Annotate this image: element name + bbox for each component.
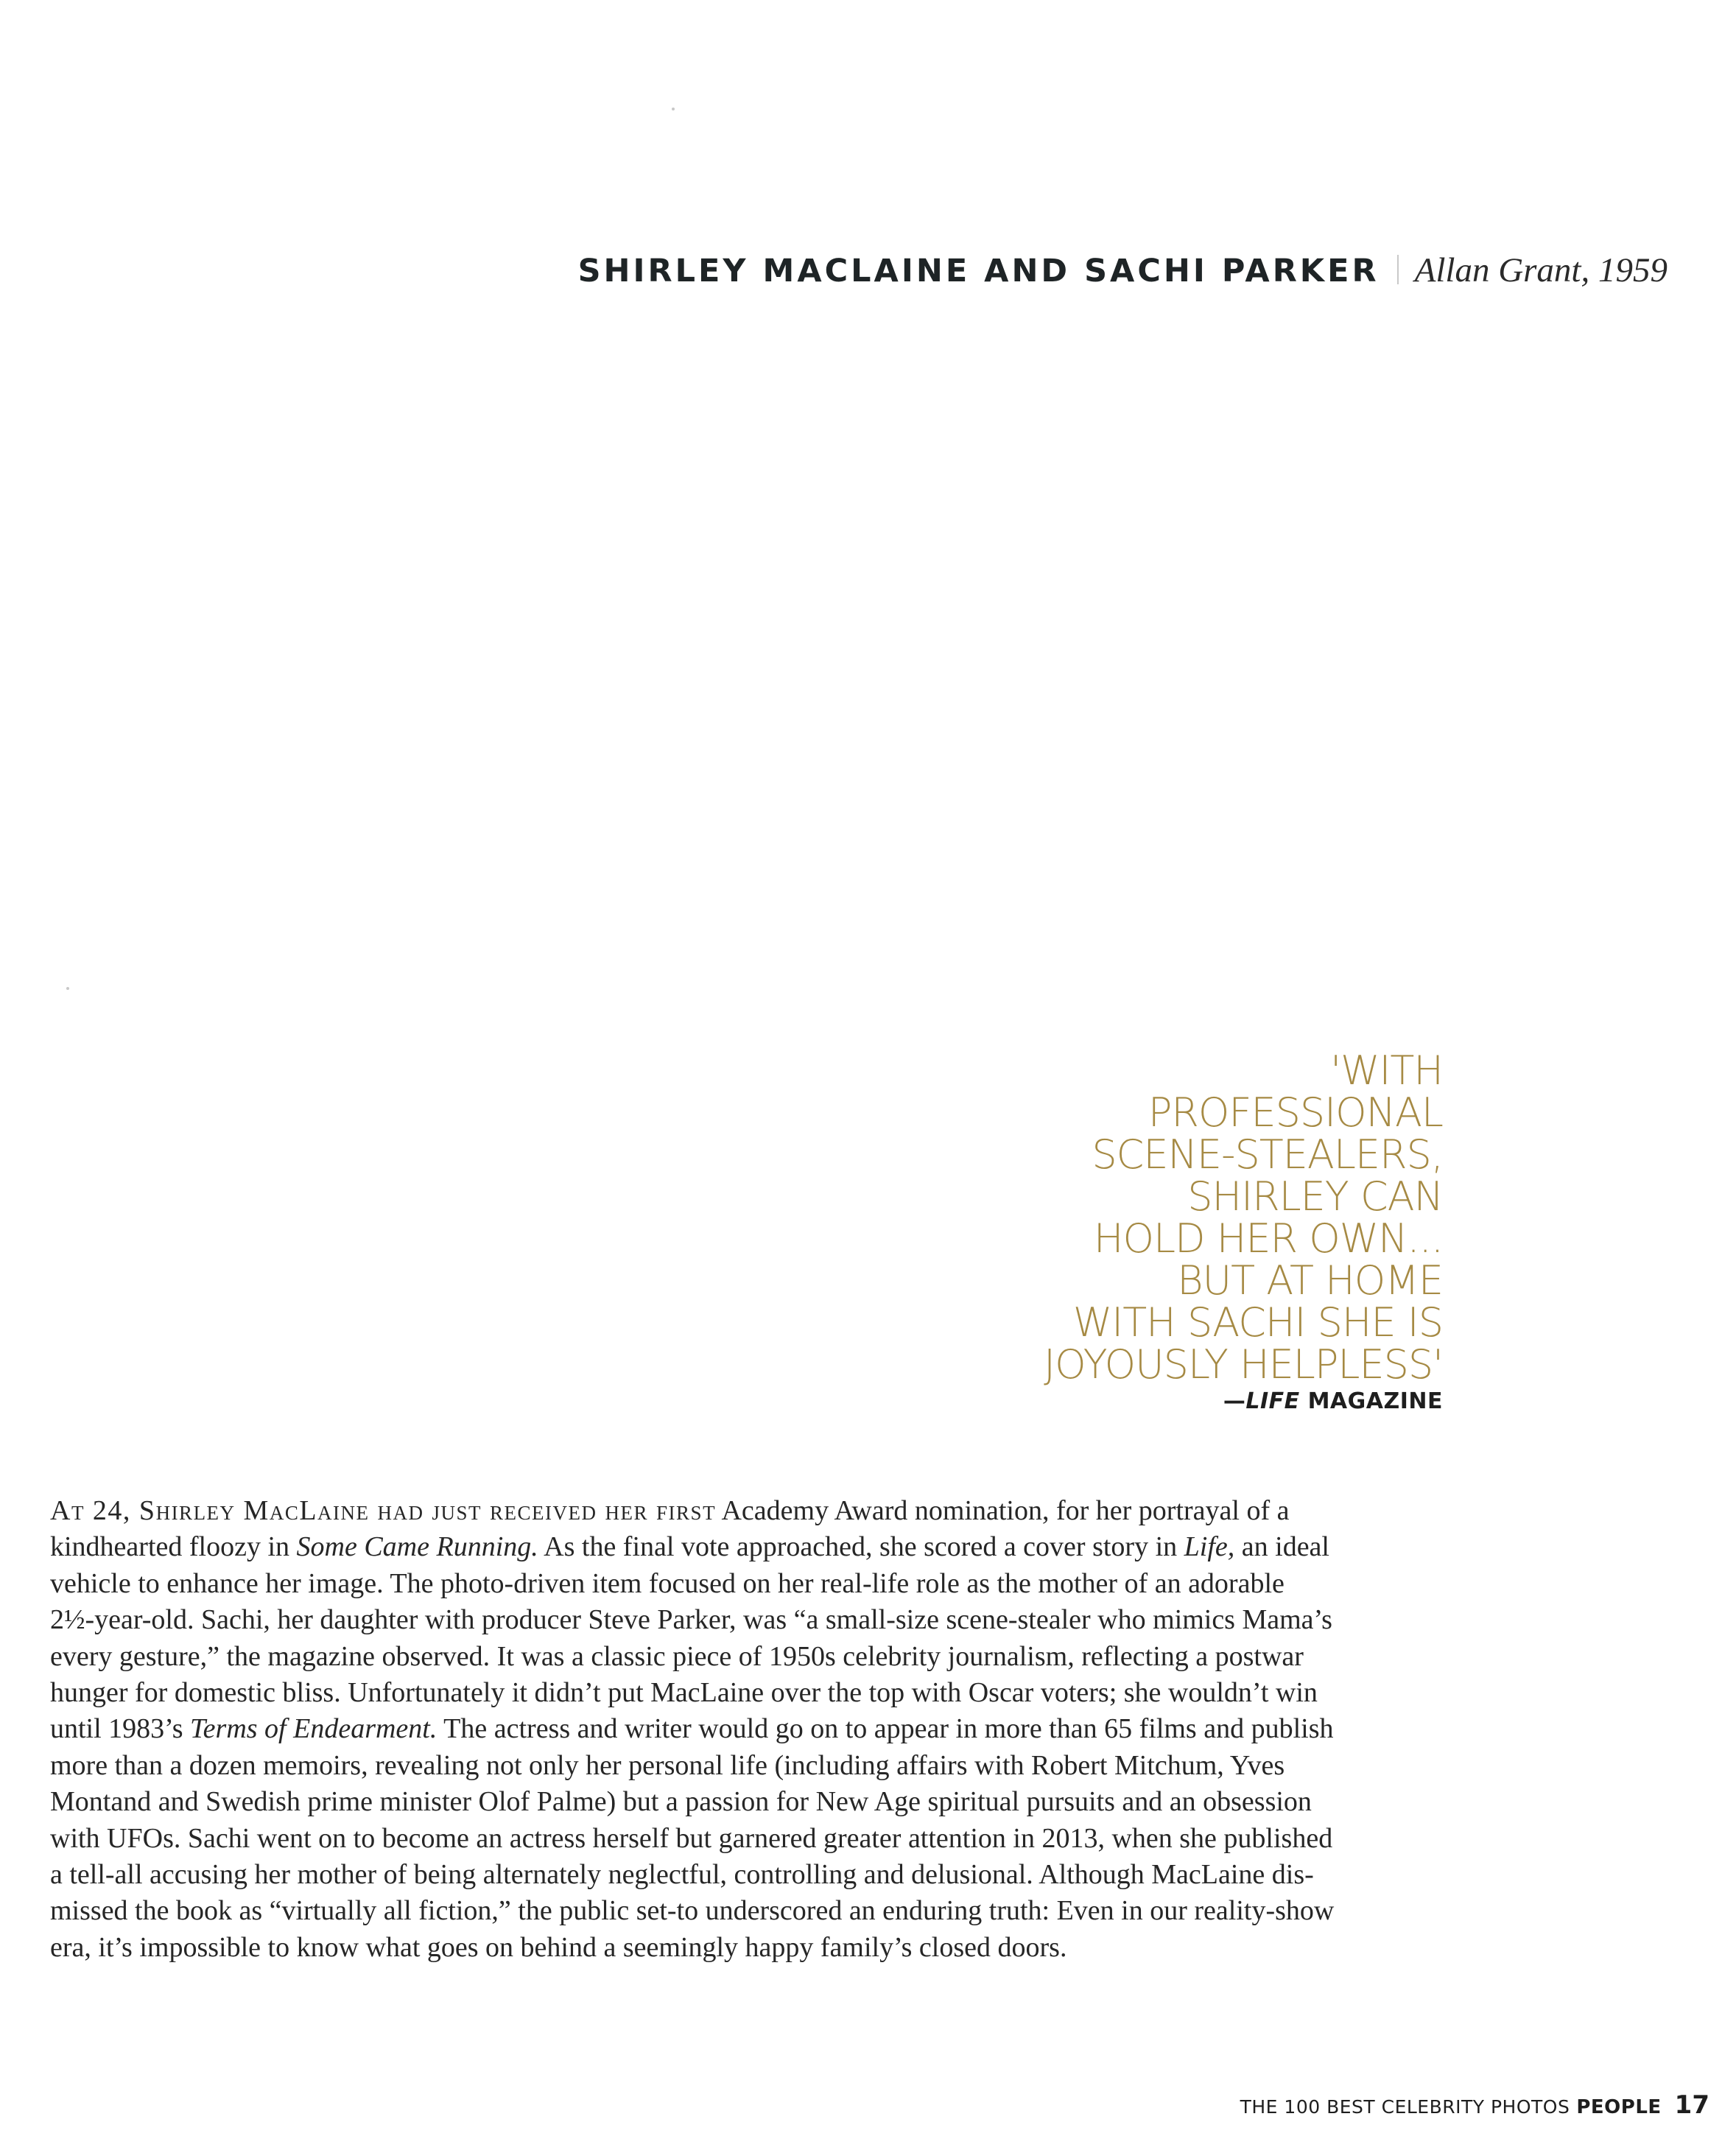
text-run: an ideal [1234,1531,1329,1563]
page-folio [1240,2090,1709,2120]
article-line [50,1675,1449,1711]
article-line [50,1639,1449,1675]
article-line [50,1930,1449,1966]
pull-quote-line: SHIRLEY CAN [1187,1173,1443,1220]
text-run: The actress and writer would go on to appear in more than 65 films and publish [437,1713,1334,1745]
pull-quote-line: BUT AT HOME [1177,1257,1443,1304]
pull-quote [1001,1047,1443,1414]
text-run: Academy Award nomination, for her portrayal of a [716,1495,1290,1526]
attribution-rest: MAGAZINE [1299,1388,1443,1414]
article-line [50,1893,1449,1929]
pull-quote-line: HOLD HER OWN... [1093,1215,1443,1262]
magazine-brand: PEOPLE [1576,2096,1662,2118]
pull-quote-text [1001,1047,1443,1388]
photo-caption-header [578,250,1668,290]
photo-credit: Allan Grant, 1959 [1414,251,1668,289]
article-line [50,1857,1449,1893]
attribution-publication: LIFE [1245,1388,1300,1414]
text-run: vehicle to enhance her image. The photo-driven item focused on her real-life role as the mother of an adorable [50,1567,1285,1599]
text-run: As the final vote approached, she scored a cover story in [538,1531,1184,1563]
scan-speck [672,108,675,110]
photo-title: SHIRLEY MACLAINE AND SACHI PARKER [577,253,1380,289]
article-line [50,1748,1449,1784]
article-line [50,1529,1449,1565]
text-run: era, it’s impossible to know what goes on behind a seemingly happy family’s closed doors. [50,1931,1067,1963]
text-run: every gesture,” the magazine observed. It was a classic piece of 1950s celebrity journalism, reflecting a postwar [50,1640,1304,1672]
text-run: until 1983’s [50,1713,191,1745]
text-run: with UFOs. Sachi went on to become an actress herself but garnered greater attention in 2013, when she published [50,1822,1333,1854]
text-run: 2½-year-old. Sachi, her daughter with producer Steve Parker, was “a small-size scene-stealer who mimics Mama’s [50,1604,1332,1636]
article-body [50,1493,1449,1966]
article-line [50,1493,1449,1529]
pull-quote-line: JOYOUSLY HELPLESS' [1044,1341,1443,1388]
text-run: Montand and Swedish prime minister Olof Palme) but a passion for New Age spiritual pursuits and an obsession [50,1786,1312,1818]
lead-in: At 24, Shirley MacLaine had just received her first [50,1495,717,1526]
pull-quote-line: SCENE-STEALERS, [1092,1131,1443,1178]
scan-speck [66,987,69,990]
italic-title: Some Came Running. [296,1531,538,1563]
italic-title: Terms of Endearment. [190,1713,437,1745]
running-title: THE 100 BEST CELEBRITY PHOTOS [1240,2096,1570,2118]
article-line [50,1784,1449,1820]
text-run: kindhearted floozy in [50,1531,297,1563]
article-line [50,1602,1449,1638]
attribution-dash: — [1223,1388,1246,1414]
pull-quote-line: 'WITH [1330,1047,1443,1094]
page-number: 17 [1674,2090,1709,2120]
italic-title: Life, [1184,1531,1235,1563]
text-run: hunger for domestic bliss. Unfortunately it didn’t put MacLaine over the top with Oscar voters; she wouldn’t win [50,1677,1318,1709]
article-line [50,1566,1449,1602]
caption-divider [1397,255,1399,284]
article-line [50,1711,1449,1747]
pull-quote-attribution [1001,1388,1443,1414]
text-run: more than a dozen memoirs, revealing not only her personal life (including affairs with Robert Mitchum, Yves [50,1749,1285,1781]
article-line [50,1821,1449,1857]
pull-quote-line: PROFESSIONAL [1148,1089,1443,1136]
text-run: missed the book as “virtually all fiction,” the public set-to underscored an enduring truth: Even in our reality-show [50,1895,1335,1927]
pull-quote-line: WITH SACHI SHE IS [1072,1299,1443,1346]
text-run: a tell-all accusing her mother of being alternately neglectful, controlling and delusional. Although MacLaine dis- [50,1859,1314,1891]
